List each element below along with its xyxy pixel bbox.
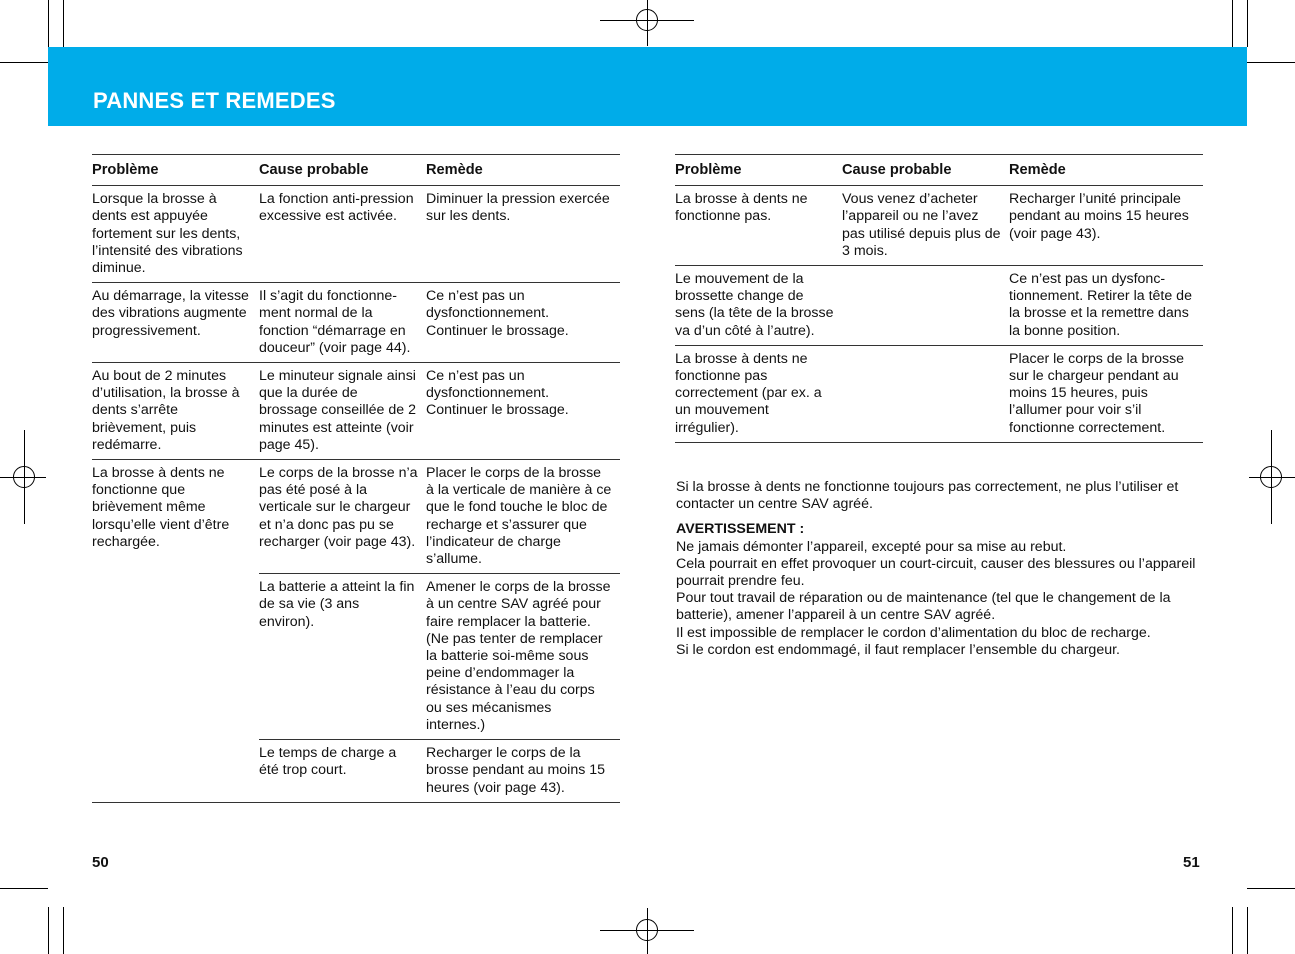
problem-cell: Au démarrage, la vitesse des vibrations augmente progressivement. [92, 283, 259, 363]
page-title: PANNES ET REMEDES [93, 88, 336, 113]
notes-section [676, 479, 1206, 659]
remedy-cell: Placer le corps de la brosse sur le chargeur pendant au moins 15 heures, puis l’allumer pour voir s’il fonctionne correctement. [1009, 345, 1203, 442]
table-row [675, 266, 1203, 346]
cause-cell: La batterie a atteint la fin de sa vie (3 ans environ). [259, 574, 426, 740]
cause-cell: Le minuteur signale ainsi que la durée de brossage conseillée de 2 minutes est atteinte (voir page 45). [259, 363, 426, 460]
header-cause: Cause probable [842, 155, 1009, 186]
header-remedy: Remède [1009, 155, 1203, 186]
table-row [92, 283, 620, 363]
cause-cell [842, 345, 1009, 442]
cause-cell [842, 266, 1009, 346]
cause-cell: Vous venez d’acheter l’appareil ou ne l’avez pas utilisé depuis plus de 3 mois. [842, 186, 1009, 266]
problem-cell: Lorsque la brosse à dents est appuyée fortement sur les dents, l’intensité des vibrations diminue. [92, 186, 259, 283]
header-problem: Problème [92, 155, 259, 186]
warning-body: Ne jamais démonter l’appareil, excepté pour sa mise au rebut. Cela pourrait en effet provoquer un court-circuit, causer des blessures ou l’appareil pourrait prendre feu. Pour tout travail de réparation ou de maintenance (tel que le changement de la batterie), amener l’appareil à un centre SAV agréé. Il est impossible de remplacer le cordon d’alimentation du bloc de recharge. Si le cordon est endommagé, il faut remplacer l’ensemble du chargeur. [676, 538, 1196, 658]
remedy-cell: Ce n’est pas un dysfonc-tionnement. Retirer la tête de la brosse et la remettre dans la bonne position. [1009, 266, 1203, 346]
cause-cell: Le temps de charge a été trop court. [259, 740, 426, 803]
title-banner [48, 47, 1247, 126]
cause-cell: La fonction anti-pression excessive est activée. [259, 186, 426, 283]
cause-cell: Il s’agit du fonctionne-ment normal de la fonction “démarrage en douceur” (voir page 44). [259, 283, 426, 363]
remedy-cell: Diminuer la pression exercée sur les dents. [426, 186, 620, 283]
page-number-left: 50 [92, 854, 109, 871]
problem-cell: La brosse à dents ne fonctionne pas. [675, 186, 842, 266]
table-row [675, 345, 1203, 442]
remedy-cell: Recharger l’unité principale pendant au moins 15 heures (voir page 43). [1009, 186, 1203, 266]
remedy-cell: Placer le corps de la brosse à la verticale de manière à ce que le fond touche le bloc de recharge et s’assurer que l’indicateur de charge s’allume. [426, 460, 620, 574]
cause-cell: Le corps de la brosse n’a pas été posé à la verticale sur le chargeur et n’a donc pas pu se recharger (voir page 43). [259, 460, 426, 574]
table-header-row [92, 155, 620, 186]
table-row [92, 186, 620, 283]
header-cause: Cause probable [259, 155, 426, 186]
table-row [92, 363, 620, 460]
problem-cell: La brosse à dents ne fonctionne pas correctement (par ex. a un mouvement irrégulier). [675, 345, 842, 442]
remedy-cell: Amener le corps de la brosse à un centre SAV agréé pour faire remplacer la batterie. (Ne pas tenter de remplacer la batterie soi-même sous peine d’endommager la résistance à l’eau du corps ou ses mécanismes internes.) [426, 574, 620, 740]
warning-title: AVERTISSEMENT : [676, 521, 805, 538]
problem-cell: Au bout de 2 minutes d’utilisation, la brosse à dents s’arrête brièvement, puis redémarre. [92, 363, 259, 460]
remedy-cell: Ce n’est pas un dysfonctionnement. Continuer le brossage. [426, 363, 620, 460]
troubleshooting-table-left [92, 154, 620, 803]
notes-intro: Si la brosse à dents ne fonctionne toujours pas correctement, ne plus l’utiliser et contacter un centre SAV agréé. [676, 479, 1179, 513]
troubleshooting-table-right [675, 154, 1203, 443]
remedy-cell: Recharger le corps de la brosse pendant au moins 15 heures (voir page 43). [426, 740, 620, 803]
problem-cell: La brosse à dents ne fonctionne que brièvement même lorsqu’elle vient d’être rechargée. [92, 460, 259, 803]
table-row [675, 186, 1203, 266]
header-remedy: Remède [426, 155, 620, 186]
page-number-right: 51 [1183, 854, 1200, 871]
table-row [92, 460, 620, 574]
remedy-cell: Ce n’est pas un dysfonctionnement. Continuer le brossage. [426, 283, 620, 363]
problem-cell: Le mouvement de la brossette change de sens (la tête de la brosse va d’un côté à l’autre). [675, 266, 842, 346]
table-header-row [675, 155, 1203, 186]
header-problem: Problème [675, 155, 842, 186]
